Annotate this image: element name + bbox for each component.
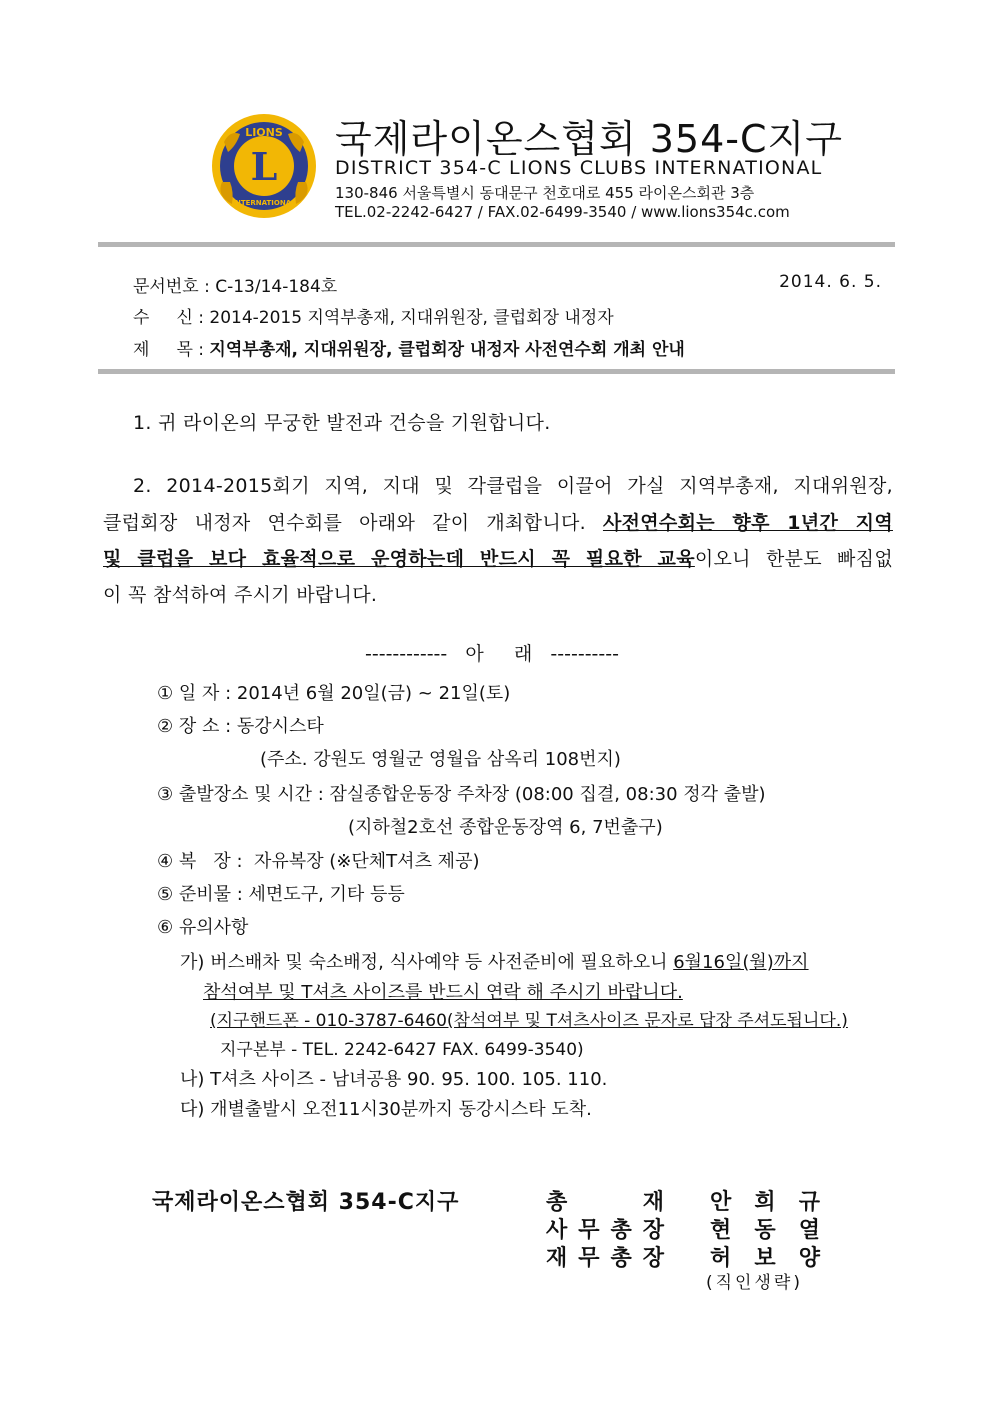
note-b: 나) T셔츠 사이즈 - 남녀공용 90. 95. 100. 105. 110. xyxy=(180,1069,608,1090)
subject-text: 지역부총재, 지대위원장, 클럽회장 내정자 사전연수회 개최 안내 xyxy=(209,340,685,360)
paragraph-2-line-4: 이 꼭 참석하여 주시기 바랍니다. xyxy=(103,584,378,606)
signature-name-char: 열 xyxy=(798,1218,820,1243)
paragraph-2-line-2-emphasis: 사전연수회는 향후 1년간 지역 xyxy=(602,512,893,534)
signature-title-char: 무 xyxy=(578,1218,600,1243)
details-heading: ------------ 아 래 ---------- xyxy=(365,643,619,665)
paragraph-1: 1. 귀 라이온의 무궁한 발전과 건승을 기원합니다. xyxy=(133,412,551,434)
logo-text-top: LIONS xyxy=(245,126,283,139)
header-divider xyxy=(98,242,895,247)
signature-name-char: 보 xyxy=(754,1246,776,1271)
signature-title-char: 총 xyxy=(546,1190,568,1215)
note-a-phone: (지구핸드폰 - 010-3787-6460(참석여부 및 T셔츠사이즈 문자로 답장 주셔도됩니다.) xyxy=(210,1011,848,1031)
paragraph-2-line-3-emphasis: 및 클럽을 보다 효율적으로 운영하는데 반드시 꼭 필요한 교육 xyxy=(103,548,695,570)
signature-title-char: 사 xyxy=(546,1218,568,1243)
paragraph-2-line-3-plain: 이오니 한분도 빠짐없 xyxy=(694,548,893,570)
signature-title-char: 장 xyxy=(642,1218,664,1243)
signature-name-char: 양 xyxy=(798,1246,820,1271)
detail-place: ② 장 소 : 동강시스타 xyxy=(157,716,324,737)
logo-letter: L xyxy=(250,144,278,189)
subject-label: 제 목 : xyxy=(133,340,210,360)
document-number: 문서번호 : C-13/14-184호 xyxy=(133,277,338,297)
signature-title-president xyxy=(546,1185,664,1216)
detail-dress: ④ 복 장 : 자유복장 (※단체T셔츠 제공) xyxy=(157,851,480,872)
signature-title-char: 재 xyxy=(546,1246,568,1271)
detail-date: ① 일 자 : 2014년 6월 20일(금) ~ 21일(토) xyxy=(157,683,511,704)
signature-title-char: 총 xyxy=(610,1218,632,1243)
detail-place-address: (주소. 강원도 영월군 영월읍 삼옥리 108번지) xyxy=(260,749,621,770)
seal-omitted-note: (직인생략) xyxy=(706,1273,803,1293)
signature-name-char: 안 xyxy=(710,1190,732,1215)
signature-org: 국제라이온스협회 354-C지구 xyxy=(152,1190,460,1215)
org-name-english: DISTRICT 354-C LIONS CLUBS INTERNATIONAL xyxy=(335,157,823,179)
note-a-line-2: 참석여부 및 T셔츠 사이즈를 반드시 연락 해 주시기 바랍니다. xyxy=(203,982,683,1003)
org-contact: TEL.02-2242-6427 / FAX.02-6499-3540 / www.lions354c.com xyxy=(335,203,790,221)
note-a-deadline: 6월16일(월)까지 xyxy=(673,952,809,973)
paragraph-2-line-1: 2. 2014-2015회기 지역, 지대 및 각클럽을 이끌어 가실 지역부총재, 지대위원장, xyxy=(133,475,893,497)
paragraph-2-line-2 xyxy=(103,508,893,535)
signature-name-char: 동 xyxy=(754,1218,776,1243)
detail-departure-note: (지하철2호선 종합운동장역 6, 7번출구) xyxy=(348,817,663,838)
signature-title-char: 재 xyxy=(642,1190,664,1215)
signature-name-secretary xyxy=(710,1213,820,1244)
signature-title-char: 무 xyxy=(578,1246,600,1271)
detail-supplies: ⑤ 준비물 : 세면도구, 기타 등등 xyxy=(157,884,405,905)
signature-name-char: 규 xyxy=(798,1190,820,1215)
document-date: 2014. 6. 5. xyxy=(779,272,882,292)
paragraph-2-line-2-plain: 클럽회장 내정자 연수회를 아래와 같이 개최합니다. xyxy=(103,512,603,534)
detail-notes-heading: ⑥ 유의사항 xyxy=(157,917,249,938)
signature-title-char: 총 xyxy=(610,1246,632,1271)
signature-title-treasurer xyxy=(546,1241,664,1272)
note-a-line-1-plain: 가) 버스배차 및 숙소배정, 식사예약 등 사전준비에 필요하오니 xyxy=(180,952,674,973)
note-a-line-1 xyxy=(180,948,809,974)
org-name-korean: 국제라이온스협회 354-C지구 xyxy=(335,117,843,161)
detail-departure: ③ 출발장소 및 시간 : 잠실종합운동장 주차장 (08:00 집결, 08:30 정각 출발) xyxy=(157,784,766,805)
org-address: 130-846 서울특별시 동대문구 천호대로 455 라이온스회관 3층 xyxy=(335,184,755,202)
signature-title-char: 장 xyxy=(642,1246,664,1271)
note-c: 다) 개별출발시 오전11시30분까지 동강시스타 도착. xyxy=(180,1099,592,1120)
note-a-office: 지구본부 - TEL. 2242-6427 FAX. 6499-3540) xyxy=(220,1040,584,1060)
signature-title-secretary xyxy=(546,1213,664,1244)
signature-name-char: 현 xyxy=(710,1218,732,1243)
paragraph-2-line-3 xyxy=(103,544,893,571)
signature-name-char: 희 xyxy=(754,1190,776,1215)
subject-line xyxy=(133,335,685,360)
meta-divider xyxy=(98,369,895,374)
signature-name-char: 허 xyxy=(710,1246,732,1271)
signature-name-president xyxy=(710,1185,820,1216)
recipient-line: 수 신 : 2014-2015 지역부총재, 지대위원장, 클럽회장 내정자 xyxy=(133,308,614,328)
logo-text-bottom: INTERNATIONAL xyxy=(232,199,296,207)
lions-logo xyxy=(210,112,318,220)
